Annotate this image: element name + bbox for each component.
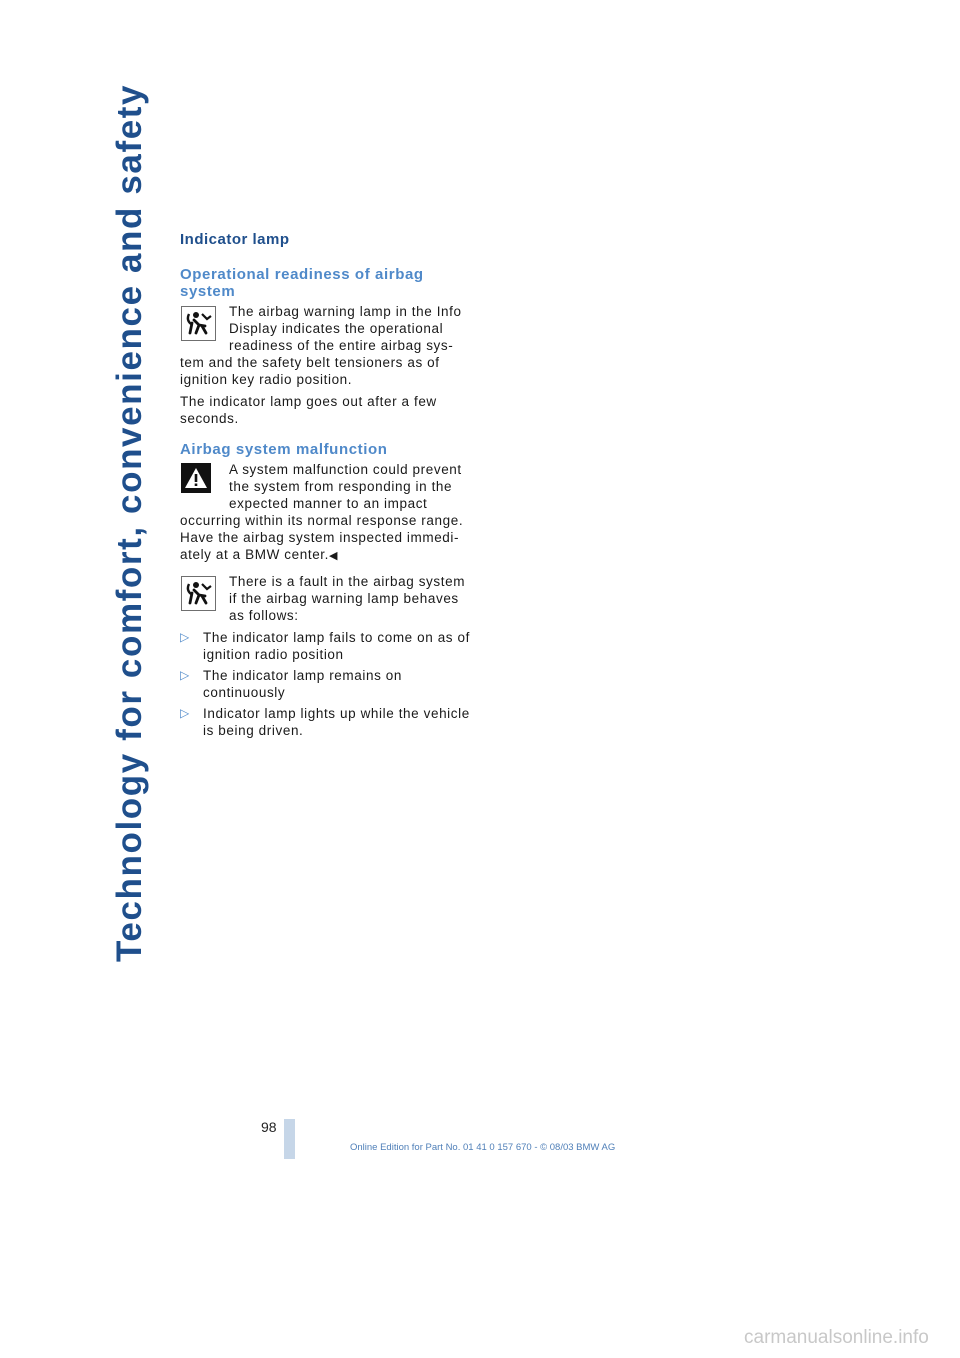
- bullet-arrow-icon: ▷: [180, 706, 190, 720]
- airbag-lamp-paragraph: [180, 303, 472, 388]
- edition-note: Online Edition for Part No. 01 41 0 157 670 - © 08/03 BMW AG: [350, 1142, 616, 1153]
- section-title-malfunction: Airbag system malfunction: [180, 441, 388, 458]
- lamp-goes-out-text: The indicator lamp goes out after a few seconds.: [180, 394, 437, 426]
- section-title-operational-readiness: Operational readiness of airbag system: [180, 266, 424, 300]
- warning-text: A system malfunction could prevent the system from responding in the expected manner to an impact occurring within its normal response range. Have the airbag system inspected immedi- ately at a BMW center.: [180, 462, 464, 562]
- end-of-note-mark: ◀: [329, 550, 339, 562]
- caution-triangle-icon: [181, 463, 211, 493]
- page-content: [180, 230, 472, 743]
- side-chapter-title: Technology for comfort, convenience and safety: [110, 83, 149, 962]
- airbag-warning-icon: [181, 306, 216, 341]
- list-item: ▷ The indicator lamp remains on continuously: [180, 668, 402, 700]
- watermark: carmanualsonline.info: [744, 1327, 929, 1348]
- fault-conditions-list: [180, 629, 472, 739]
- list-item: ▷ The indicator lamp fails to come on as of ignition radio position: [180, 630, 470, 662]
- airbag-warning-icon: [181, 576, 216, 611]
- fault-paragraph: [180, 573, 472, 624]
- footer-bar: [284, 1119, 295, 1159]
- fault-text: There is a fault in the airbag system if the airbag warning lamp behaves as follows:: [229, 574, 466, 623]
- list-item: ▷ Indicator lamp lights up while the vehicle is being driven.: [180, 706, 470, 738]
- page-number: 98: [261, 1119, 277, 1135]
- airbag-lamp-text: The airbag warning lamp in the Info Display indicates the operational readiness of the entire airbag sys- tem and the safety belt tensioners as of ignition key radio position.: [180, 304, 462, 387]
- bullet-arrow-icon: ▷: [180, 668, 190, 682]
- bullet-arrow-icon: ▷: [180, 630, 190, 644]
- page-heading: Indicator lamp: [180, 231, 290, 248]
- warning-note: [180, 461, 472, 565]
